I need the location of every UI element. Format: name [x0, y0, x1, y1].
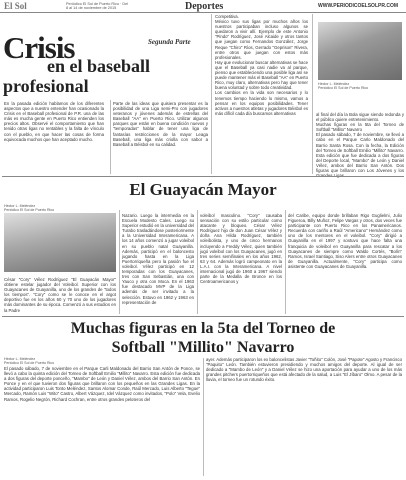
section-divider: [2, 316, 404, 317]
col-divider: [203, 358, 204, 476]
muchas-headline-line2: Softball "Millito" Navarro: [111, 339, 295, 356]
crisis-column-3: Competitiva. México tuvo sus ligas por muchos años los nuestros participaban incluso algunos se quedaron a vivir allí. Ejemplo de este Antonio "Pindo" Rodríguez, José Alcaide y otros tantos que juegan como Fernandos González, Jorge Reque "Chiro" Ríos, Gerrado "Geprison" Rivera, entre otros que juegan con estos más profesionales. Hay que evolucionar buscar alternativas se hace que el Baseball ya casi nadie va al parque, pienso que estableciendo una posible liga así se puede mantener más el Baseball "AA" en Puerto Rico, muy claro, alternativas pero hay que tener buena voluntad y sobre todo creatividad. Los cambios en la vida son necesarios y lo tenemos tiempo haciendo lo mismo, vamos a pensar en los equipos posibilidades. Tener activos a nuestros atletas y jugadores Béisbol es más difícil cada día buscamos alternativas: [215, 14, 308, 116]
guayacan-column-1: César "Cory" Vélez Rodríguez "El Guayacán Mayor" obtiene estelar jugador del Voleibol. Superior con los Guayacanes de Guayanilla, uno de los grandes de "todos los tiempos". "Cory" como se le conoce en el argot deportivo fue en los años 60 y 70 uno de los jugadores más dominantes de su época. Comenzó a sus estudios en la Padre: [4, 277, 116, 313]
col-divider: [119, 210, 120, 314]
guayacan-photo-caption: Héctor L. Meléndez Periódico El Sol de Puerto Rico: [4, 204, 55, 213]
guayacan-photo: [4, 213, 116, 272]
guayacan-column-2: Nazario. Luego la intermedia en la Escuela Modesto Cales. Luego su Superior estudió en la universidad del Turabo trasladándose posteriormente a la Universidad Interamericana. A los 14 años comenzó a jugar voleibol en su pueblo natal Guayanilla. Además, participó en el baloncesto jugando hasta en la Liga Puertorriqueña pero la pasión fue el voleibol. Vélez participó en 12 temporadas con los Guayacanes, tres con San Sebastián, una con Yauco y otra con Moca. En el 1963 fue destacado MVP de la Liga además de ser invitado a la selección. Estuvo en 1962 y 1963 en representación de: [122, 213, 194, 305]
col-divider: [211, 14, 212, 174]
newspaper-logo: El Sol: [4, 1, 27, 11]
crisis-column-4: al final del día la Bola sigue siendo redonda y el público quiere entretenimiento. Muchas figuras en la 5ta del Torneo de Softball "Millito" Navarro El pasado sábado, 7 de noviembre, se llevó a cabo en el Parque Carlo Maldonado del Barrio Santa Rosa. Con la fecha, la Edición del Torneo de Softball Emilio "Millito" Navarro. Esta edición que fue dedicada a dos figuras del Deporte local, "Mambo" de León y Daniel Vélez, ambos del Barrio San Antón. Dos figuras que brillaron con Los Jóvenes y los: [316, 112, 404, 174]
muchas-column-2: ayer. Además participaron los ex baloncelistas Javier "Toñito" Colón, José "Papote" Agosto y Francisco "Paquito" León. También estuvieron presidiendo y muchos amigos del deporte. Al igual de ser dedicado a "Mambo de León" y a Daniel Vélez se hizo una aportación para ayudar a uno de los más grandes pitchers puertorriqueños que está afectado de la salud, a Luis "El Jíbaro" Olmo. A pesar de la lluvia, el torneo fue un rotundo éxito.: [206, 357, 402, 383]
crisis-headline-main: Crisis: [3, 30, 75, 65]
guayacan-column-4: del Caribe, equipo donde brillaban Rigo Guglielmi, Julio Figueroa, Billy Muñoz, Felipe Vargas y otros, dos veces fue participante con Puerto Rico en los Panamericanos. Recuerda con cariño a Raúl "Americano" Hernández como uno de los mentores en el voleibol. "Cory" dirigió a Guayanilla en el 1997 y sostuvo que hace falta una franquicia de voleibol en Guayanilla para rescatar a los Guayacanes de siempre como Waldo Cortés, "Bolín" Ramos, Israel Santiago, Siso Alers entre otros Guayacanes de Guayanilla. Actualmente, "Cory" participa como asistente con Guayacanes de Guayanilla.: [288, 213, 402, 269]
crisis-photo-caption: Héctor L. Meléndez Periódico El Sol de Puerto Rico: [318, 82, 369, 91]
header-divider: [0, 12, 406, 13]
guayacan-headline: El Guayacán Mayor: [129, 180, 277, 199]
issue-date: Periódico El Sol de Puerto Rico · Del 8 al 14 de noviembre de 2015: [66, 2, 129, 11]
crisis-column-1: En la pasada edición hablamos de los diferentes aspectos que a nuestro entender han ocasionado la Crisis en el Baseball profesional de P.R. una de las más es mucha gente en Puerto Rico entienden los precios altos. Observé el comportamiento que han tenido otras ligas no rentables y la falta de vínculo con el pueblo, en que hacer las cosas de forma equivocada muchos que han aceptado mucho.: [4, 101, 104, 142]
crisis-headline-line3: profesional: [3, 76, 89, 96]
crisis-photo: [318, 22, 402, 80]
crisis-subhead: Segunda Parte: [148, 38, 191, 46]
muchas-headline-line1: Muchas figuras en la 5ta del Torneo de: [70, 320, 336, 337]
col-divider: [197, 210, 198, 314]
col-divider: [312, 14, 313, 174]
muchas-column-1: El pasado sábado, 7 de noviembre en el Parque Carli Maldonado del Barrio San Antón de Ponce, se llevó a cabo la quinta edición del Torneo de Softball Emilio "Millito" Navarro. Esta edición fue dedicada a dos figuras del deporte ponceño, "Mambo" de León y Daniel Vélez, ambos del Barrio San Antón. En Ponce y en el que tuvieron dos figuras que brillaron con los pequeños en las Grandes Ligas. En la actividad participaron Luis Tonto Meléndez, Santos Alomar Conde, Raúl Mercado, Luis Alberto "Tegue" Mercado, Ramón Luis "Wito" Castro, Albert Vázquez, Idel Vázquez como invitados, "Polo" Vela, Evelio Ramos, Rogelio Negrón, Richard Cochran, entre otros grandes peloteros del: [4, 366, 200, 402]
crisis-column-2: Parte de las ideas que quisiera presentar es la posibilidad de una Liga semi-Pro con jugadores veteranos y jóvenes además de estrellas del Baseball "AA" en Puerto Rico. Utilizar algunos parques que están en buena condición nuevos y "temporadas" hablar de tener una liga de fantasías restricciones de la mayor Leaga Baseball, una liga más criolla con sabor a Baseball a Béisbol en su calidad.: [113, 101, 208, 147]
guayacan-column-3: voleibol masculino. "Cory" causaba sensación con su estilo particular como atacante y bloqueo. César Vélez Rodríguez hijo de don Juan César Vélez y doña Ana Hilda Rodríguez, también voleibolista, y uno de cinco hermanos incluyendo a Freddy Vélez, quien también jugó voleibol con los Guayacanes, jugó en tres series semifinales en los años 1962, 63 y 64. Además logró campeonato en la L.A.I. con la Interamericana. A nivel internacional jugó de 1960 a 1967 siendo parte de la Medalla de Bronce en los Centroamericanos y: [200, 213, 282, 285]
section-divider: [2, 176, 404, 177]
col-divider: [110, 100, 111, 174]
website-url: WWW.PERIODICOELSOLPR.COM: [318, 3, 398, 9]
page-header: [0, 0, 406, 12]
section-title: Deportes: [185, 1, 224, 12]
col-divider: [285, 210, 286, 314]
muchas-byline: Héctor L. Meléndez Periódico El Sol de Puerto Rico: [4, 357, 55, 366]
crisis-headline-line2: en el baseball: [47, 56, 151, 76]
